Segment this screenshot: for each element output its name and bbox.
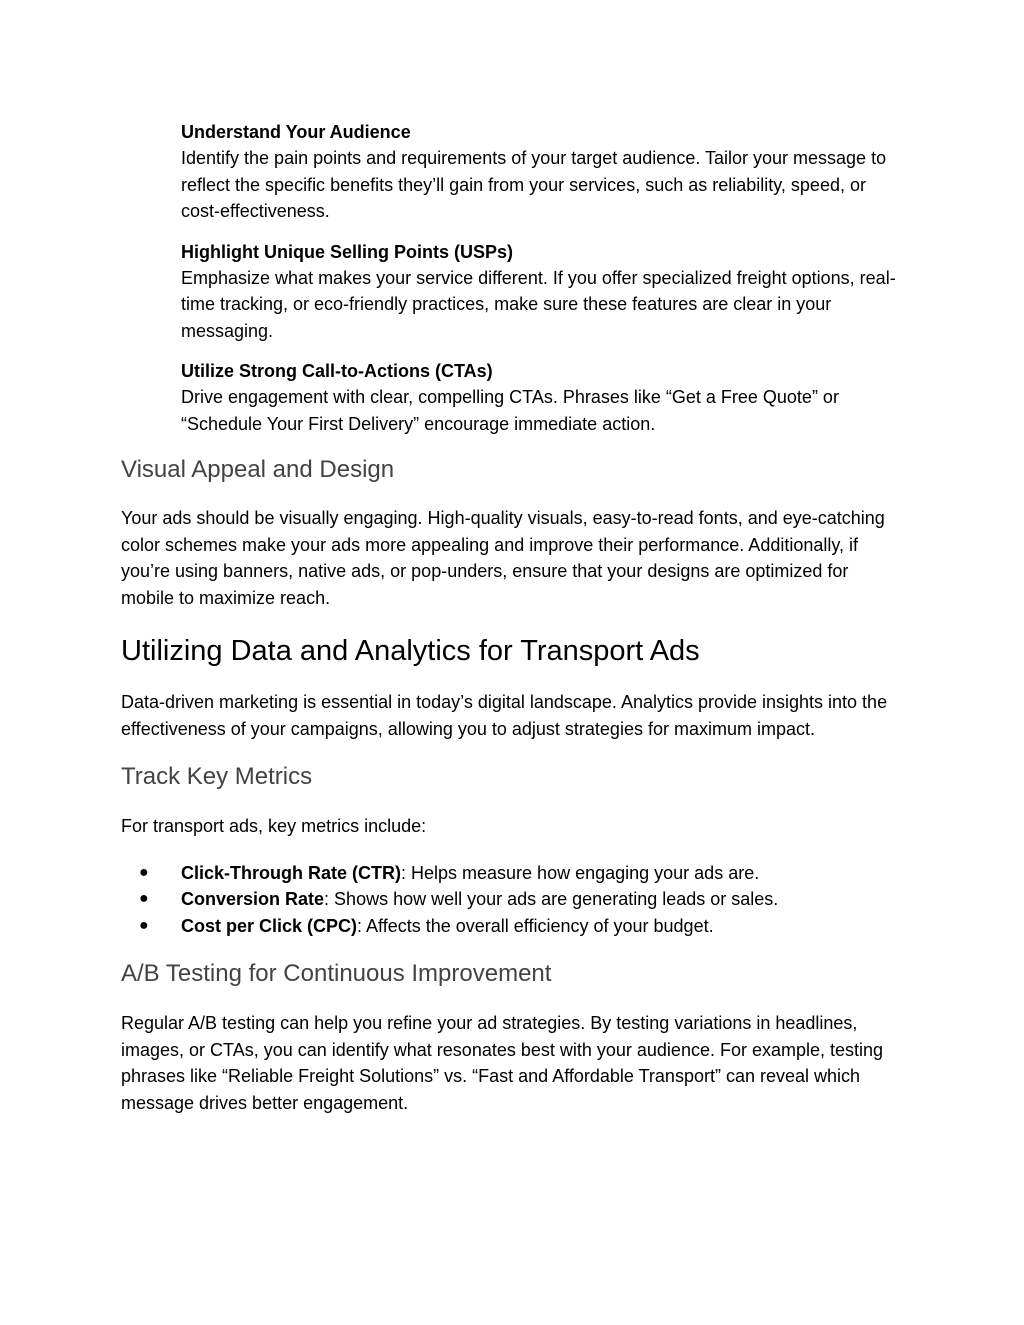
subsection-understand-audience bbox=[181, 119, 901, 225]
list-item bbox=[121, 886, 901, 913]
list-item bbox=[121, 860, 901, 887]
subsection-usps bbox=[181, 239, 901, 345]
document-page bbox=[121, 119, 901, 1116]
subsection-title: Understand Your Audience bbox=[181, 122, 411, 142]
track-metrics-heading: Track Key Metrics bbox=[121, 763, 313, 790]
ab-testing-paragraph: Regular A/B testing can help you refine your ad strategies. By testing variations in headlines, images, or CTAs, you can identify what resonates best with your audience. For example, testing phrases like “Reliable Freight Solutions” vs. “Fast and Affordable Transport” can reveal which message drives better engagement. bbox=[121, 1013, 884, 1113]
track-metrics-intro: For transport ads, key metrics include: bbox=[121, 816, 427, 836]
data-analytics-paragraph: Data-driven marketing is essential in today’s digital landscape. Analytics provide insights into the effectiveness of your campaigns, allowing you to adjust strategies for maximum impact. bbox=[121, 692, 888, 739]
subsection-body: Emphasize what makes your service different. If you offer specialized freight options, real-time tracking, or eco-friendly practices, make sure these features are clear in your messaging. bbox=[181, 267, 896, 341]
metric-description: : Shows how well your ads are generating leads or sales. bbox=[324, 889, 779, 909]
metric-term: Click-Through Rate (CTR) bbox=[181, 862, 401, 883]
metric-term: Cost per Click (CPC) bbox=[181, 915, 358, 936]
metric-term: Conversion Rate bbox=[181, 889, 325, 909]
subsection-body: Drive engagement with clear, compelling CTAs. Phrases like “Get a Free Quote” or “Schedule Your First Delivery” encourage immediate action. bbox=[181, 387, 839, 434]
visual-appeal-paragraph: Your ads should be visually engaging. High-quality visuals, easy-to-read fonts, and eye-catching color schemes make your ads more appealing and improve their performance. Additionally, if you’re using banners, native ads, or pop-unders, ensure that your designs are optimized for mobile to maximize reach. bbox=[121, 508, 885, 608]
data-analytics-heading: Utilizing Data and Analytics for Transport Ads bbox=[121, 635, 700, 667]
subsection-title: Highlight Unique Selling Points (USPs) bbox=[181, 241, 513, 262]
ab-testing-heading: A/B Testing for Continuous Improvement bbox=[121, 960, 552, 987]
visual-appeal-heading: Visual Appeal and Design bbox=[121, 456, 395, 483]
list-item bbox=[121, 913, 901, 940]
bullet-icon: ● bbox=[139, 863, 149, 881]
subsection-ctas bbox=[181, 358, 901, 437]
bullet-icon: ● bbox=[139, 916, 149, 934]
metrics-list bbox=[121, 860, 901, 940]
metric-description: : Affects the overall efficiency of your budget. bbox=[357, 915, 714, 936]
metric-description: : Helps measure how engaging your ads are. bbox=[401, 862, 760, 883]
subsection-body: Identify the pain points and requirements of your target audience. Tailor your message to reflect the specific benefits they’ll gain from your services, such as reliability, speed, or cost-effectiveness. bbox=[181, 148, 887, 221]
bullet-icon: ● bbox=[139, 890, 149, 907]
subsection-title: Utilize Strong Call-to-Actions (CTAs) bbox=[181, 361, 493, 381]
